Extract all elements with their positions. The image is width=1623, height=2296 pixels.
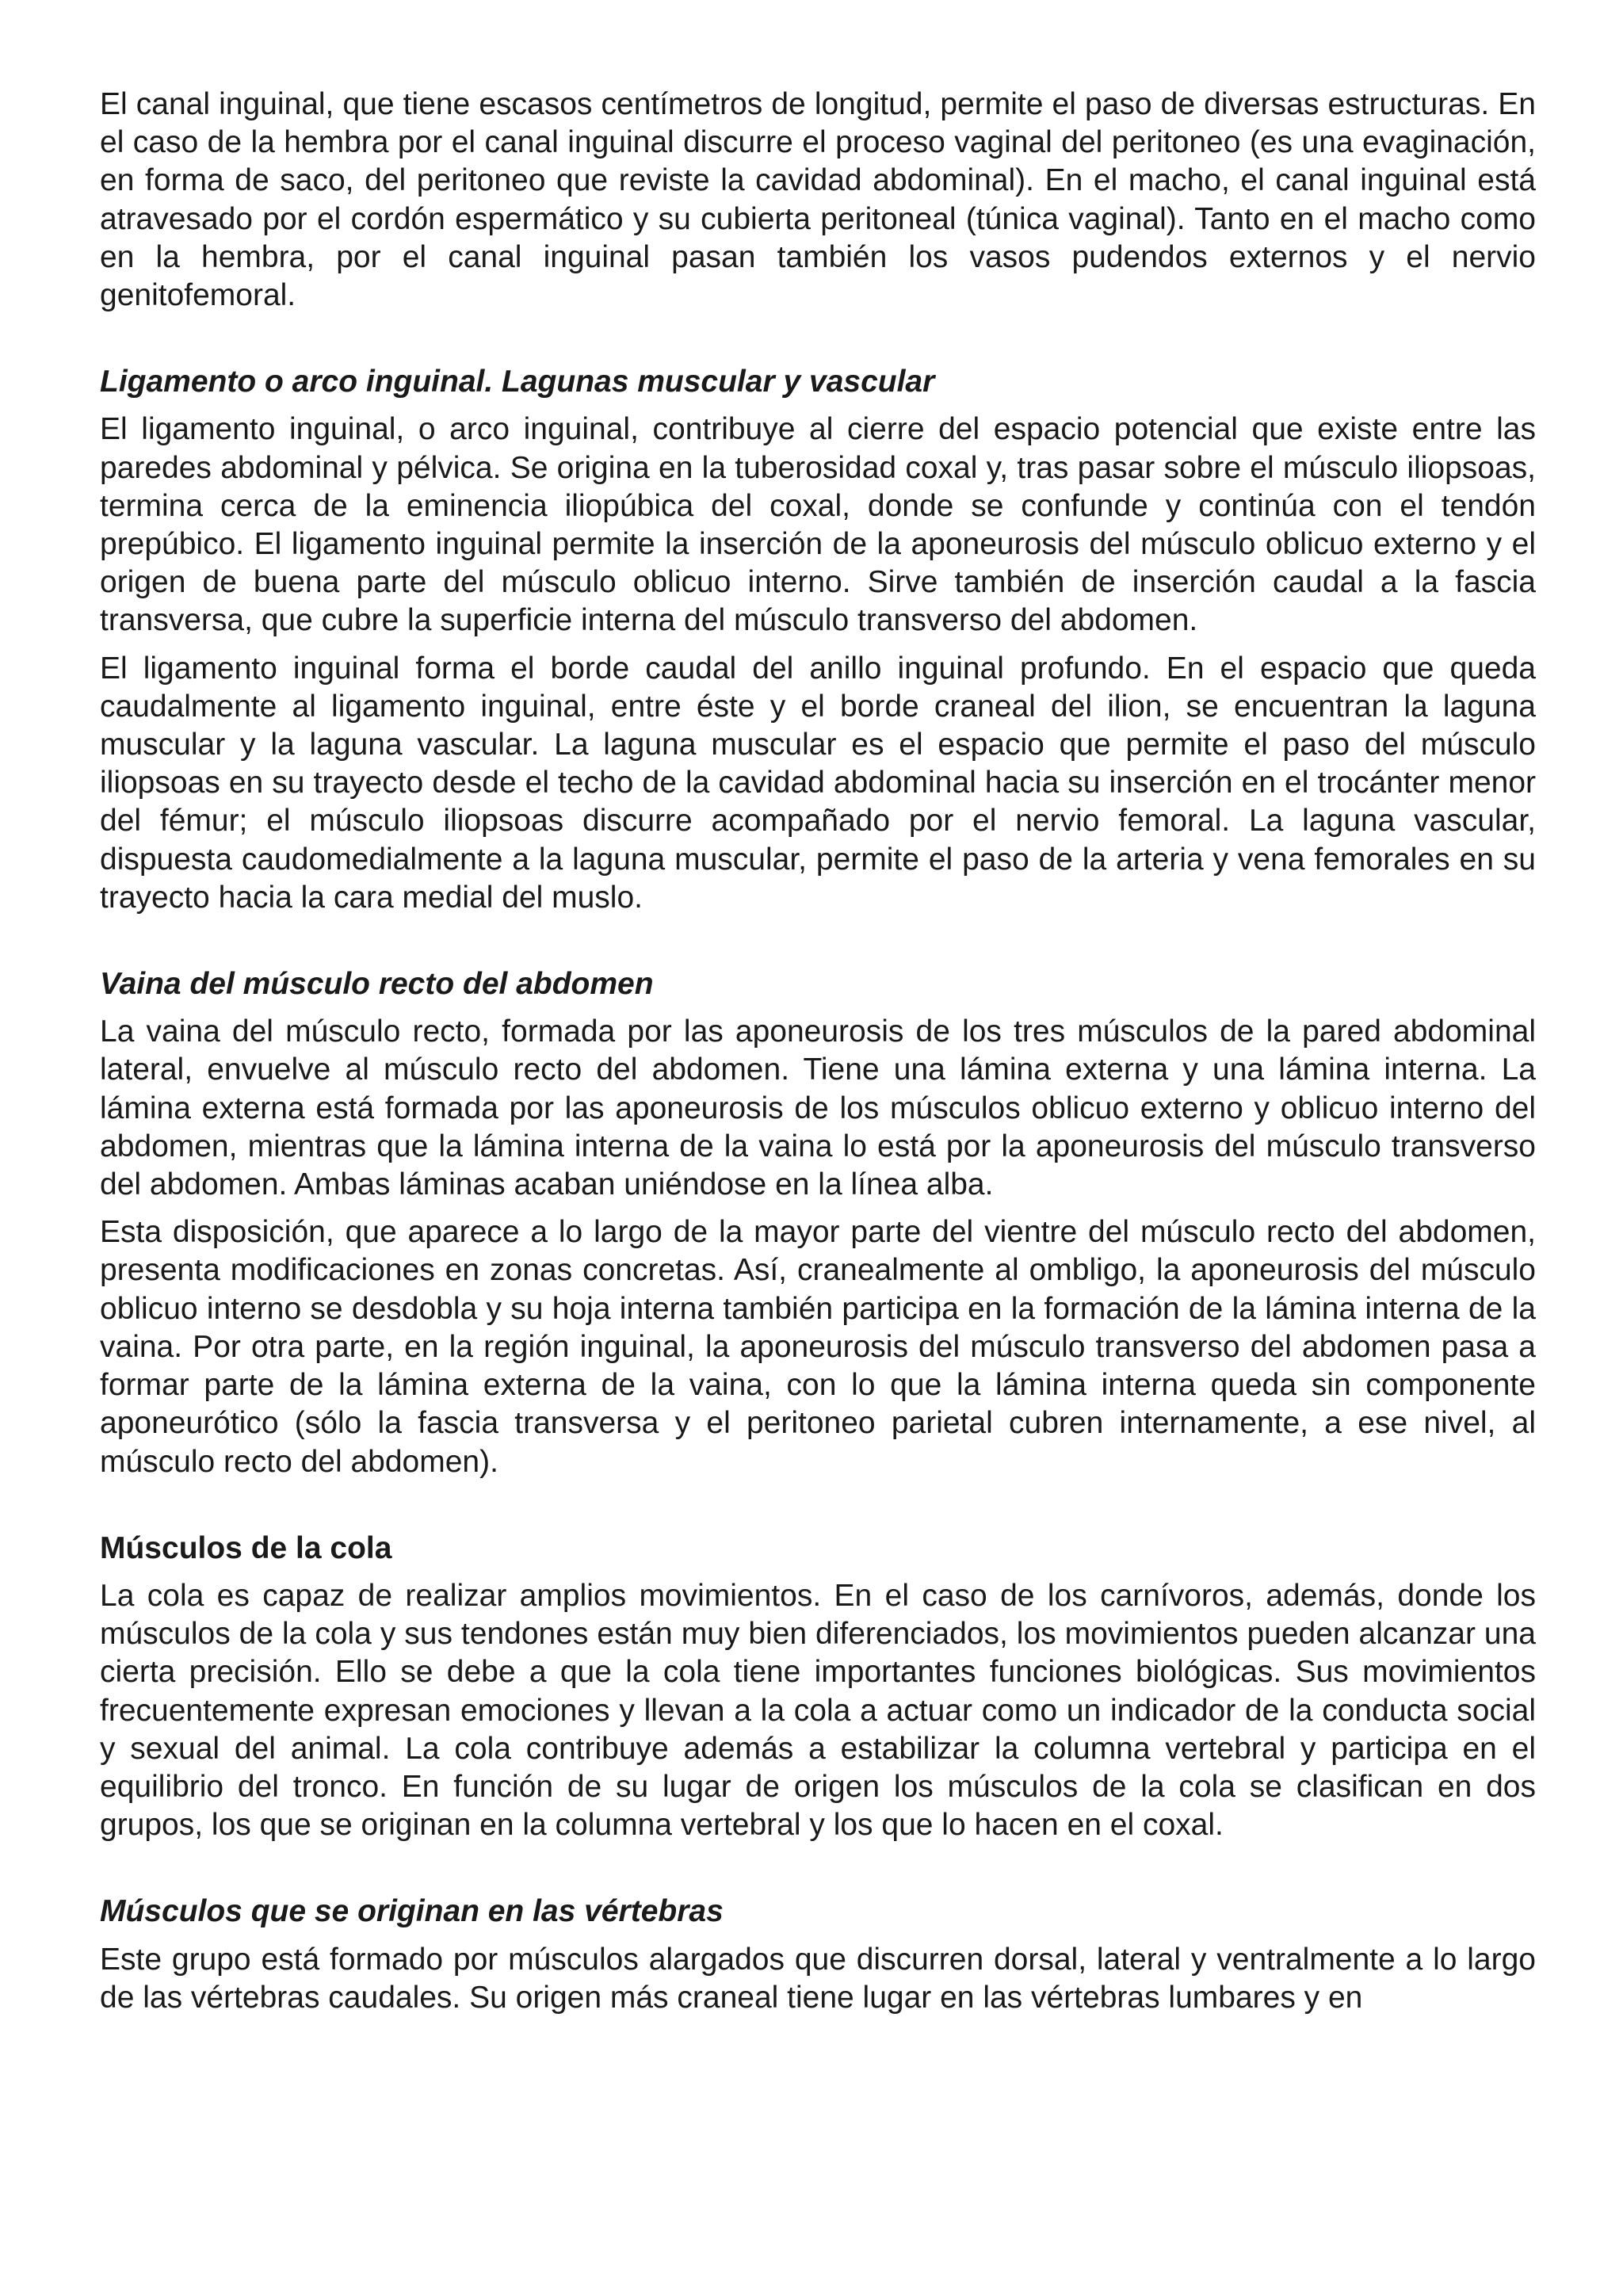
paragraph-canal-inguinal: El canal inguinal, que tiene escasos centímetros de longitud, permite el paso de diversas estructuras. En el caso de la hembra por el canal inguinal discurre el proceso vaginal del peritoneo (es una evaginación, en forma de saco, del peritoneo que reviste la cavidad abdominal). En el macho, el canal inguinal está atravesado por el cordón espermático y su cubierta peritoneal (túnica vaginal). Tanto en el macho como en la hembra, por el canal inguinal pasan también los vasos pudendos externos y el nervio genitofemoral. [100, 87, 1536, 313]
paragraph-vaina-recto: La vaina del músculo recto, formada por las aponeurosis de los tres músculos de la pared abdominal lateral, envuelve al músculo recto del abdomen. Tiene una lámina externa y una lámina interna. La lámina externa está formada por las aponeurosis de los músculos oblicuo externo y oblicuo interno del abdomen, mientras que la lámina interna de la vaina lo está por la aponeurosis del músculo transverso del abdomen. Ambas láminas acaban uniéndose en la línea alba. [100, 1014, 1536, 1202]
section-heading-vaina-recto: Vaina del músculo recto del abdomen [100, 967, 654, 1002]
section-heading-ligamento-inguinal: Ligamento o arco inguinal. Lagunas muscular y vascular [100, 365, 935, 399]
paragraph-lagunas: El ligamento inguinal forma el borde caudal del anillo inguinal profundo. En el espacio que queda caudalmente al ligamento inguinal, entre éste y el borde craneal del ilion, se encuentran la laguna muscular y la laguna vascular. La laguna muscular es el espacio que permite el paso del músculo iliopsoas en su trayecto desde el techo de la cavidad abdominal hacia su inserción en el trocánter menor del fémur; el músculo iliopsoas discurre acompañado por el nervio femoral. La laguna vascular, dispuesta caudomedialmente a la laguna muscular, permite el paso de la arteria y vena femorales en su trayecto hacia la cara medial del muslo. [100, 651, 1536, 915]
paragraph-musculos-vertebras: Este grupo está formado por músculos alargados que discurren dorsal, lateral y ventralmente a lo largo de las vértebras caudales. Su origen más craneal tiene lugar en las vértebras lumbares y en [100, 1942, 1536, 2015]
paragraph-ligamento-inguinal: El ligamento inguinal, o arco inguinal, contribuye al cierre del espacio potencial que existe entre las paredes abdominal y pélvica. Se origina en la tuberosidad coxal y, tras pasar sobre el músculo iliopsoas, termina cerca de la eminencia iliopúbica del coxal, donde se confunde y continúa con el tendón prepúbico. El ligamento inguinal permite la inserción de la aponeurosis del músculo oblicuo externo y el origen de buena parte del músculo oblicuo interno. Sirve también de inserción caudal a la fascia transversa, que cubre la superficie interna del músculo transverso del abdomen. [100, 412, 1536, 638]
paragraph-musculos-cola: La cola es capaz de realizar amplios movimientos. En el caso de los carnívoros, además, donde los músculos de la cola y sus tendones están muy bien diferenciados, los movimientos pueden alcanzar una cierta precisión. Ello se debe a que la cola tiene importantes funciones biológicas. Sus movimientos frecuentemente expresan emociones y llevan a la cola a actuar como un indicador de la conducta social y sexual del animal. La cola contribuye además a estabilizar la columna vertebral y participa en el equilibrio del tronco. En función de su lugar de origen los músculos de la cola se clasifican en dos grupos, los que se originan en la columna vertebral y los que lo hacen en el coxal. [100, 1578, 1536, 1843]
section-heading-musculos-cola: Músculos de la cola [100, 1530, 392, 1565]
paragraph-disposicion-vaina: Esta disposición, que aparece a lo largo de la mayor parte del vientre del músculo recto del abdomen, presenta modificaciones en zonas concretas. Así, cranealmente al ombligo, la aponeurosis del músculo oblicuo interno se desdobla y su hoja interna también participa en la formación de la lámina interna de la vaina. Por otra parte, en la región inguinal, la aponeurosis del músculo transverso del abdomen pasa a formar parte de la lámina externa de la vaina, con lo que la lámina interna queda sin componente aponeurótico (sólo la fascia transversa y el peritoneo parietal cubren internamente, a ese nivel, al músculo recto del abdomen). [100, 1215, 1536, 1479]
document-page [100, 86, 1536, 2017]
section-heading-musculos-vertebras: Músculos que se originan en las vértebras [100, 1894, 724, 1929]
